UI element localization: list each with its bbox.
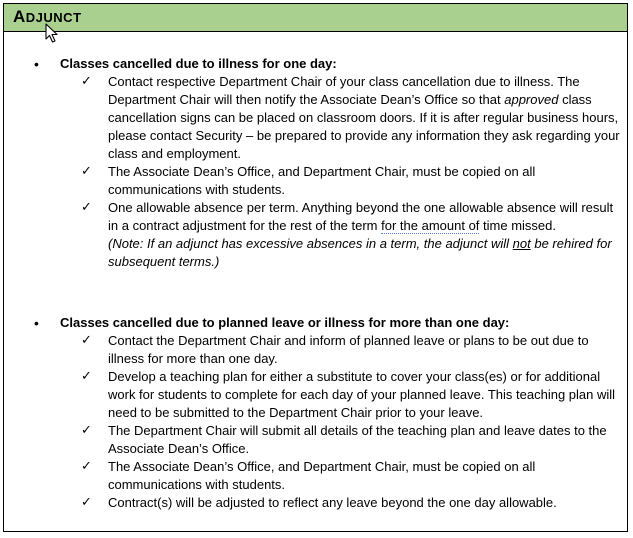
list-item — [81, 422, 621, 458]
list-item — [81, 163, 621, 199]
note-pre: (Note: If an adjunct has excessive absences in a term, the adjunct will — [108, 236, 513, 251]
section-title: Classes cancelled due to illness for one day: — [60, 56, 337, 71]
item-emphasis: approved — [504, 92, 559, 107]
checkmark-icon: ✓ — [81, 459, 92, 474]
bullet-icon: • — [34, 56, 39, 72]
list-item — [81, 73, 621, 163]
item-text: One allowable absence per term. Anything beyond the one allowable absence will result in a contract adjustment for the rest of the term — [108, 200, 614, 233]
item-text: time missed. — [479, 218, 556, 233]
checkmark-icon: ✓ — [81, 423, 92, 438]
list-item — [81, 199, 621, 235]
item-text: Develop a teaching plan for either a substitute to cover your class(es) or for additional work for students to complete for each day of your planned leave. This teaching plan will need to be submitted to the Department Chair prior to your leave. — [108, 369, 616, 420]
item-text: Contact the Department Chair and inform of planned leave or plans to be out due to illness for more than one day. — [108, 333, 589, 366]
check-list — [81, 73, 621, 271]
list-item — [81, 332, 621, 368]
checkmark-icon: ✓ — [81, 369, 92, 384]
list-item — [81, 494, 621, 512]
check-list — [81, 332, 621, 512]
checkmark-icon: ✓ — [81, 495, 92, 510]
mouse-pointer-icon — [45, 23, 59, 43]
bullet-icon: • — [34, 315, 39, 331]
checkmark-icon: ✓ — [81, 333, 92, 348]
checkmark-icon: ✓ — [81, 74, 92, 89]
item-text: The Associate Dean’s Office, and Department Chair, must be copied on all communications with students. — [108, 164, 536, 197]
checkmark-icon: ✓ — [81, 164, 92, 179]
note-text — [81, 235, 621, 271]
section-header — [4, 4, 627, 32]
note-post: be rehired for subsequent terms.) — [108, 236, 612, 269]
item-text: Contact respective Department Chair of your class cancellation due to illness. The Department Chair will then notify the Associate Dean’s Office so that — [108, 74, 580, 107]
item-text: class cancellation signs can be placed on classroom doors. If it is after regular business hours, please contact Security – be prepared to provide any information they ask regarding your class and employment. — [108, 92, 620, 161]
list-item — [81, 368, 621, 422]
header-title-rest: DJUNCT — [25, 10, 82, 25]
header-title-initial: A — [13, 7, 26, 26]
item-text: The Department Chair will submit all details of the teaching plan and leave dates to the Associate Dean’s Office. — [108, 423, 607, 456]
item-text: Contract(s) will be adjusted to reflect any leave beyond the one day allowable. — [108, 495, 557, 510]
item-dotted-text: for the amount of — [381, 218, 480, 233]
checkmark-icon: ✓ — [81, 200, 92, 215]
item-text: The Associate Dean’s Office, and Department Chair, must be copied on all communications with students. — [108, 459, 536, 492]
list-item — [81, 458, 621, 494]
note-underlined: not — [512, 236, 531, 251]
section-title: Classes cancelled due to planned leave or illness for more than one day: — [60, 315, 510, 330]
